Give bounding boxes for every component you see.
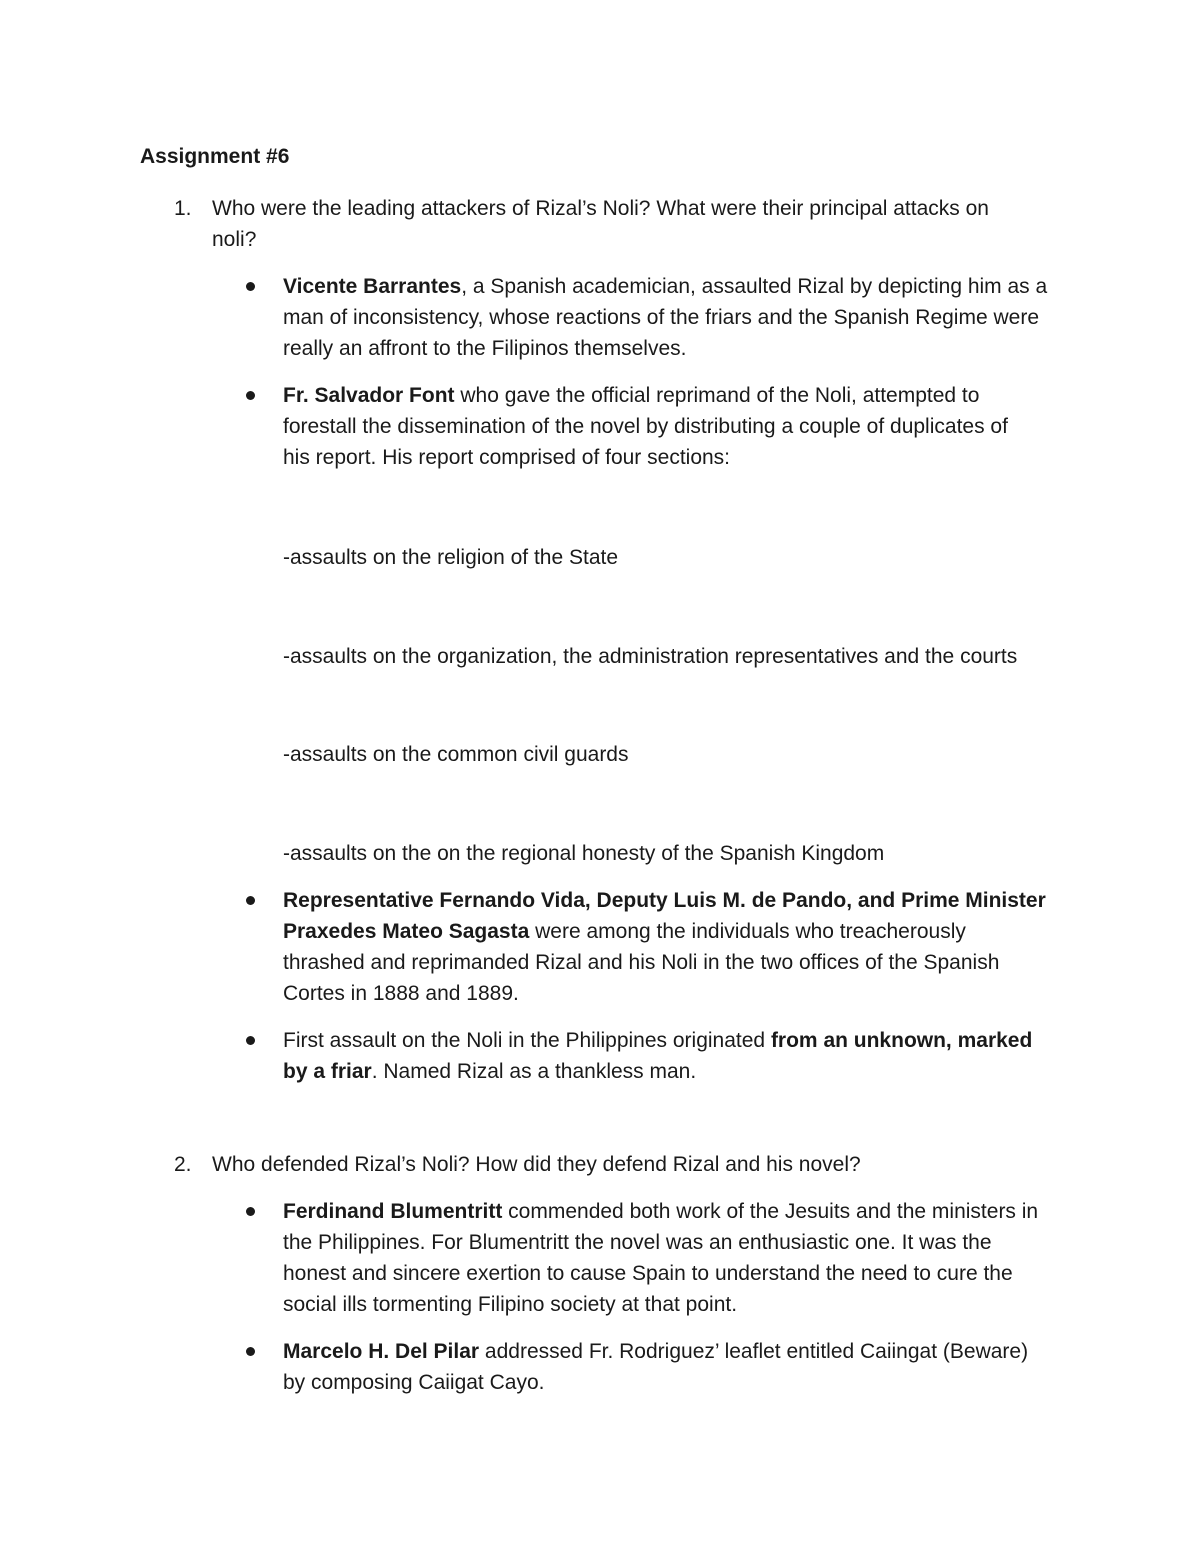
q2-bullet2-line2: by composing Caiigat Cayo. bbox=[283, 1371, 545, 1394]
q1-bullet1-line3: really an affront to the Filipinos themselves. bbox=[283, 337, 687, 360]
bullet-icon bbox=[246, 896, 255, 905]
q1-bullet3-text: were among the individuals who treacherously bbox=[529, 920, 966, 943]
section-item-1: -assaults on the religion of the State bbox=[283, 546, 619, 569]
q2-bullet2-name: Marcelo H. Del Pilar bbox=[283, 1340, 480, 1363]
q1-bullet2-line1 bbox=[283, 380, 979, 411]
q1-bullet3-line3: thrashed and reprimanded Rizal and his Noli in the two offices of the Spanish bbox=[283, 951, 1000, 974]
q1-bullet1-line2: man of inconsistency, whose reactions of the friars and the Spanish Regime were bbox=[283, 306, 1039, 329]
q1-bullet4-bold2: by a friar bbox=[283, 1060, 372, 1083]
q1-bullet1-text: , a Spanish academician, assaulted Rizal by depicting him as a bbox=[461, 275, 1048, 298]
q2-bullet1-text: commended both work of the Jesuits and the ministers in bbox=[502, 1200, 1039, 1223]
q1-bullet4-text2: . Named Rizal as a thankless man. bbox=[371, 1060, 697, 1083]
q1-bullet4-line1 bbox=[283, 1025, 1032, 1056]
section-item-2: -assaults on the organization, the administration representatives and the courts bbox=[283, 645, 1018, 668]
bullet-icon bbox=[246, 391, 255, 400]
q1-bullet3-line4: Cortes in 1888 and 1889. bbox=[283, 982, 519, 1005]
q1-bullet3-name: Praxedes Mateo Sagasta bbox=[283, 920, 530, 943]
q1-bullet2-line3: his report. His report comprised of four sections: bbox=[283, 446, 731, 469]
q2-bullet2-text: addressed Fr. Rodriguez’ leaflet entitled Caiingat (Beware) bbox=[479, 1340, 1029, 1363]
question-2-number: 2. bbox=[174, 1153, 192, 1176]
question-2-text: Who defended Rizal’s Noli? How did they defend Rizal and his novel? bbox=[212, 1153, 861, 1176]
question-1-text-line2: noli? bbox=[212, 228, 257, 251]
bullet-icon bbox=[246, 1207, 255, 1216]
q1-bullet2-name: Fr. Salvador Font bbox=[283, 384, 455, 407]
section-item-4: -assaults on the on the regional honesty of the Spanish Kingdom bbox=[283, 842, 885, 865]
bullet-icon bbox=[246, 1036, 255, 1045]
q1-bullet4-text: First assault on the Noli in the Philippines originated bbox=[283, 1029, 771, 1052]
q2-bullet1-line4: social ills tormenting Filipino society at that point. bbox=[283, 1293, 738, 1316]
assignment-title: Assignment #6 bbox=[140, 145, 290, 168]
q2-bullet1-line3: honest and sincere exertion to cause Spain to understand the need to cure the bbox=[283, 1262, 1013, 1285]
q1-bullet3-line1: Representative Fernando Vida, Deputy Luis M. de Pando, and Prime Minister bbox=[283, 889, 1046, 912]
section-item-3: -assaults on the common civil guards bbox=[283, 743, 629, 766]
q1-bullet2-line2: forestall the dissemination of the novel by distributing a couple of duplicates of bbox=[283, 415, 1008, 438]
q1-bullet4-line2 bbox=[283, 1056, 696, 1087]
q1-bullet1-name: Vicente Barrantes bbox=[283, 275, 462, 298]
question-1-text-line1: Who were the leading attackers of Rizal’s Noli? What were their principal attacks on bbox=[212, 197, 989, 220]
q1-bullet2-text: who gave the official reprimand of the Noli, attempted to bbox=[454, 384, 980, 407]
bullet-icon bbox=[246, 1347, 255, 1356]
q2-bullet2-line1 bbox=[283, 1336, 1028, 1367]
q1-bullet4-bold: from an unknown, marked bbox=[770, 1029, 1033, 1052]
bullet-icon bbox=[246, 282, 255, 291]
q2-bullet1-name: Ferdinand Blumentritt bbox=[283, 1200, 503, 1223]
q1-bullet3-line2 bbox=[283, 916, 966, 947]
q2-bullet1-line1 bbox=[283, 1196, 1038, 1227]
question-1-number: 1. bbox=[174, 197, 192, 220]
q2-bullet1-line2: the Philippines. For Blumentritt the novel was an enthusiastic one. It was the bbox=[283, 1231, 992, 1254]
q1-bullet1-line1 bbox=[283, 271, 1047, 302]
